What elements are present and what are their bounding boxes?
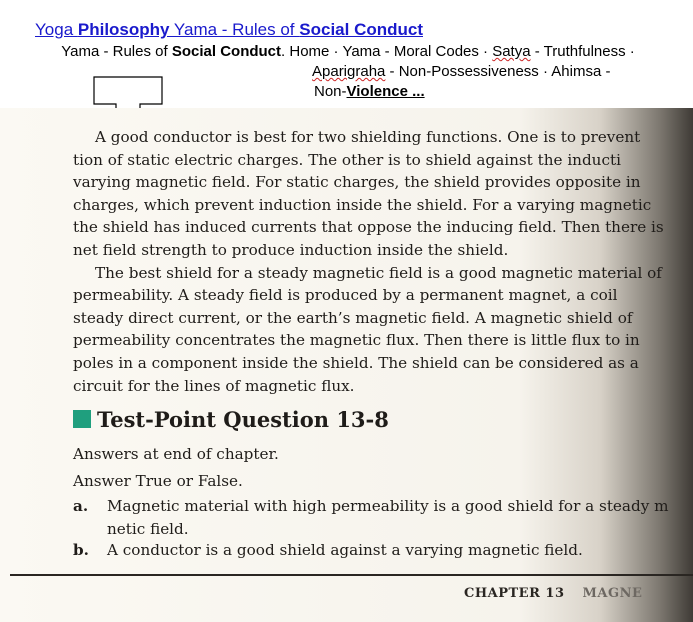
page-footer [464, 586, 642, 601]
text-line: the shield has induced currents that oppose the inducing field. Then there is [73, 218, 664, 237]
snippet-line [8, 42, 688, 62]
text-line: net field strength to produce induction inside the shield. [73, 240, 509, 259]
question-text: Magnetic material with high permeability is a good shield for a steady m [107, 497, 669, 515]
square-bullet-icon [73, 410, 91, 428]
page-divider [10, 574, 693, 576]
snippet-text: Yama - Rules of [61, 43, 172, 60]
question-letter: b. [73, 541, 89, 559]
snippet-text: - Truthfulness · [530, 43, 635, 60]
result-title-link[interactable] [35, 20, 423, 40]
answers-note: Answers at end of chapter. [73, 445, 279, 463]
question-text: A conductor is a good shield against a varying magnetic field. [107, 541, 583, 559]
body-text [73, 126, 683, 397]
snippet-squiggle: Satya [492, 43, 531, 60]
snippet-text: Non- [314, 83, 347, 100]
text-line: permeability concentrates the magnetic flux. Then there is little flux to in [73, 331, 640, 350]
question-a [73, 495, 669, 540]
snippet-bold: Social Conduct [171, 43, 282, 60]
title-part: Yama - Rules of [169, 20, 300, 39]
snippet-squiggle: Aparigraha [312, 63, 386, 80]
text-line: The best shield for a steady magnetic field is a good magnetic material of [95, 263, 662, 282]
text-line: permeability. A steady field is produced by a permanent magnet, a coil [73, 286, 618, 305]
title-part-bold: Social Conduct [299, 20, 423, 39]
search-result [0, 0, 693, 110]
snippet-text: . Home · Yama - Moral Codes · [281, 43, 493, 60]
test-point-heading [73, 407, 389, 432]
snippet-text: - Non-Possessiveness · Ahimsa - [385, 63, 611, 80]
text-line: charges, which prevent induction inside the shield. For a varying magnetic [73, 195, 652, 214]
question-letter: a. [73, 497, 89, 515]
text-line: steady direct current, or the earth’s magnetic field. A magnetic shield of [73, 308, 633, 327]
footer-title: MAGNE [582, 586, 643, 601]
text-line: circuit for the lines of magnetic flux. [73, 376, 355, 395]
text-line: tion of static electric charges. The other is to shield against the inducti [73, 150, 621, 169]
question-b [73, 539, 583, 562]
text-line: varying magnetic field. For static charges, the shield provides opposite in [73, 173, 641, 192]
text-line: A good conductor is best for two shielding functions. One is to prevent [95, 128, 641, 146]
title-part-bold: Philosophy [77, 20, 170, 39]
test-point-notes [73, 443, 279, 492]
title-part: Yoga [35, 20, 78, 39]
heading-text: Test-Point Question 13-8 [97, 407, 389, 432]
text-line: poles in a component inside the shield. The shield can be considered as a [73, 353, 639, 372]
snippet-bold: Violence ... [346, 83, 425, 100]
textbook-page [0, 108, 693, 622]
question-text: netic field. [107, 519, 189, 538]
instruction: Answer True or False. [73, 471, 243, 490]
footer-chapter: CHAPTER 13 [464, 586, 565, 601]
